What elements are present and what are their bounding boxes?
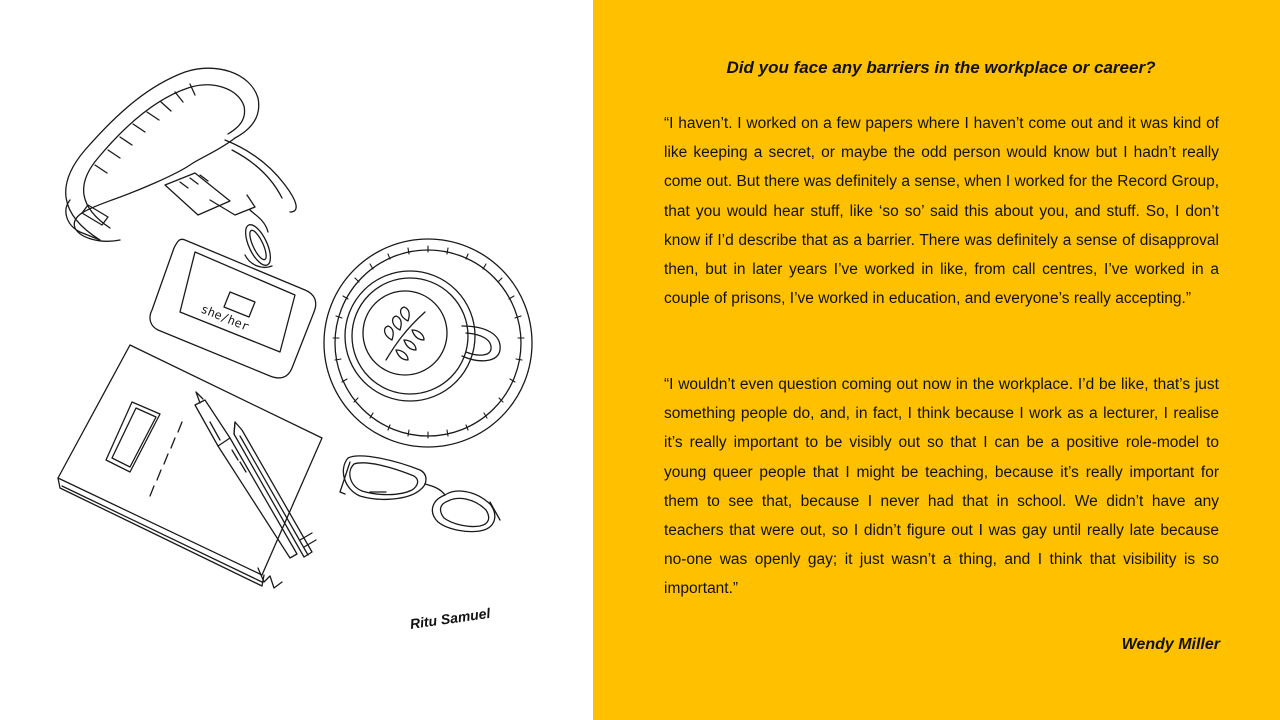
lanyard-drawing (66, 68, 296, 241)
badge-clip-drawing (241, 210, 276, 269)
desk-items-illustration (0, 0, 593, 720)
interview-question: Did you face any barriers in the workplace or career? (726, 58, 1156, 77)
answer-paragraph-2: “I wouldn’t even question coming out now in the workplace. I’d be like, that’s just something people do, and, in fact, I think because I work as a lecturer, I realise it’s really important to be visibly out so that I can be a positive role-model to young queer people that I might be teaching, because it’s really important for them to see that, because I never had that in school. We didn’t have any teachers that were out, so I didn’t figure out I was gay until really late because no-one was openly gay; it just wasn’t a thing, and I think that visibility is so important.” (664, 376, 1219, 598)
interviewee-name: Wendy Miller (1121, 636, 1220, 653)
illustration-panel (0, 0, 593, 720)
illustration-credit: Ritu Samuel (408, 604, 492, 632)
badge-holder-drawing (150, 239, 316, 378)
pen-drawing (195, 392, 297, 558)
glasses-drawing (340, 456, 500, 532)
answer-paragraph-1: “I haven’t. I worked on a few papers where I haven’t come out and it was kind of like keeping a secret, or maybe the odd person would know but I hadn’t really come out. But there was definitely a sense, when I worked for the Record Group, that you would hear stuff, like ‘so so’ said this about you, and stuff. So, I don’t know if I’d describe that as a barrier. There was definitely a sense of disapproval then, but in later years I’ve worked in like, from call centres, I’ve worked in a couple of prisons, I’ve worked in education, and everyone’s really accepting.” (664, 115, 1219, 308)
interview-panel (593, 0, 1280, 720)
badge-pronoun-text: she/her (198, 301, 252, 334)
coffee-cup-drawing (324, 239, 532, 447)
notebook-drawing (58, 345, 322, 588)
